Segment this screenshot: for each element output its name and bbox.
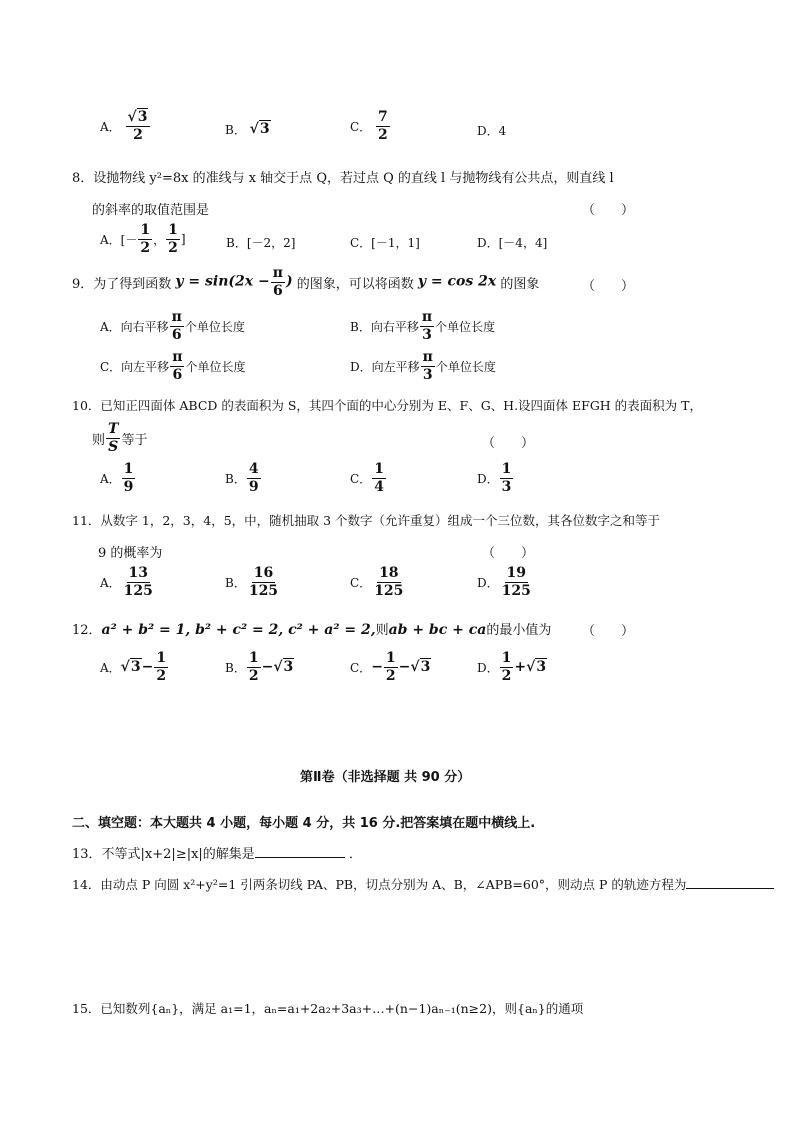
q12-paren: （ ） (582, 624, 635, 639)
q7-option-a: A． $\frac{√3}{2}$ (100, 110, 151, 142)
q11-line1: 11．从数字 1，2，3，4，5，中，随机抽取 3 个数字（允许重复）组成一个三位数，其各位数字之和等于 (72, 513, 661, 528)
q8-option-c: C．[－1，1] (350, 236, 420, 250)
q10-option-d: D． $\frac{1}{3}$ (477, 461, 512, 495)
q12-option-d: D． $\frac{1}{2}$ +√3 (477, 650, 547, 684)
q11-line2: 9 的概率为 (98, 546, 163, 561)
q9-option-d: D．向左平移 $\frac{\pi}{3}$ 个单位长度 (350, 349, 496, 383)
q9-stem: 9．为了得到函数 y = sin(2x − $\frac{\pi}{6}$ ) 的图象，可以将函数 y = cos 2x 的图象 (72, 265, 540, 299)
q8-option-b: B．[－2，2] (226, 236, 296, 250)
q9-option-c: C．向左平移 $\frac{\pi}{6}$ 个单位长度 (100, 349, 246, 383)
q9-option-b: B．向右平移 $\frac{\pi}{3}$ 个单位长度 (350, 309, 496, 343)
q9-paren: （ ） (582, 279, 635, 294)
q10-option-c: C． $\frac{1}{4}$ (350, 461, 384, 495)
q8-paren: （ ） (582, 203, 635, 218)
q10-option-b: B． $\frac{4}{9}$ (225, 461, 259, 495)
q13: 13．不等式|x+2|≥|x|的解集是 ． (72, 847, 362, 862)
q7-option-d: D．4 (477, 124, 507, 138)
q7-option-c: C． $\frac{7}{2}$ (350, 109, 388, 143)
q10-line2: 则 $\frac{T}{S}$ 等于 (92, 421, 148, 455)
q7-option-b: B． √3 (225, 121, 270, 137)
q12-stem: 12．a² + b² = 1, b² + c² = 2, c² + a² = 2,则ab + bc + ca的最小值为 (72, 622, 552, 638)
q7-a-fraction: $\frac{√3}{2}$ (126, 110, 151, 142)
q11-paren: （ ） (482, 546, 535, 561)
q12-option-b: B． $\frac{1}{2}$ −√3 (225, 650, 294, 684)
q14: 14．由动点 P 向圆 x²+y²=1 引两条切线 PA、PB，切点分别为 A、B，∠APB=60°，则动点 P 的轨迹方程为 (72, 875, 774, 893)
section-title: 第Ⅱ卷（非选择题 共 90 分） (300, 770, 471, 785)
q13-answer-blank[interactable] (255, 857, 345, 858)
q12-option-c: C．− $\frac{1}{2}$ −√3 (350, 650, 431, 684)
q11-option-a: A． $\frac{13}{125}$ (100, 565, 153, 599)
q8-option-d: D．[－4，4] (477, 236, 548, 250)
q10-paren: （ ） (482, 436, 535, 451)
q8-line1: 8．设抛物线 y²=8x 的准线与 x 轴交于点 Q，若过点 Q 的直线 l 与抛物线有公共点，则直线 l (72, 171, 614, 186)
q10-option-a: A． $\frac{1}{9}$ (100, 461, 134, 495)
section-heading: 二、填空题：本大题共 4 小题，每小题 4 分，共 16 分.把答案填在题中横线上. (72, 816, 536, 831)
q10-line1: 10．已知正四面体 ABCD 的表面积为 S，其四个面的中心分别为 E、F、G、H.设四面体 EFGH 的表面积为 T， (72, 398, 702, 413)
q14-answer-blank[interactable] (686, 888, 774, 889)
q8-line2: 的斜率的取值范围是 (92, 203, 210, 218)
q12-option-a: A．√3− $\frac{1}{2}$ (100, 650, 167, 684)
q11-option-c: C． $\frac{18}{125}$ (350, 565, 404, 599)
q8-option-a: A．[－ $\frac{1}{2}$ ， $\frac{1}{2}$ ] (100, 222, 186, 256)
q11-option-d: D． $\frac{19}{125}$ (477, 565, 531, 599)
q15: 15．已知数列{aₙ}，满足 a₁=1，aₙ=a₁+2a₂+3a₃+…+(n−1)aₙ₋₁(n≥2)，则{aₙ}的通项 (72, 1001, 584, 1016)
q9-option-a: A．向右平移 $\frac{\pi}{6}$ 个单位长度 (100, 309, 245, 343)
q11-option-b: B． $\frac{16}{125}$ (225, 565, 279, 599)
